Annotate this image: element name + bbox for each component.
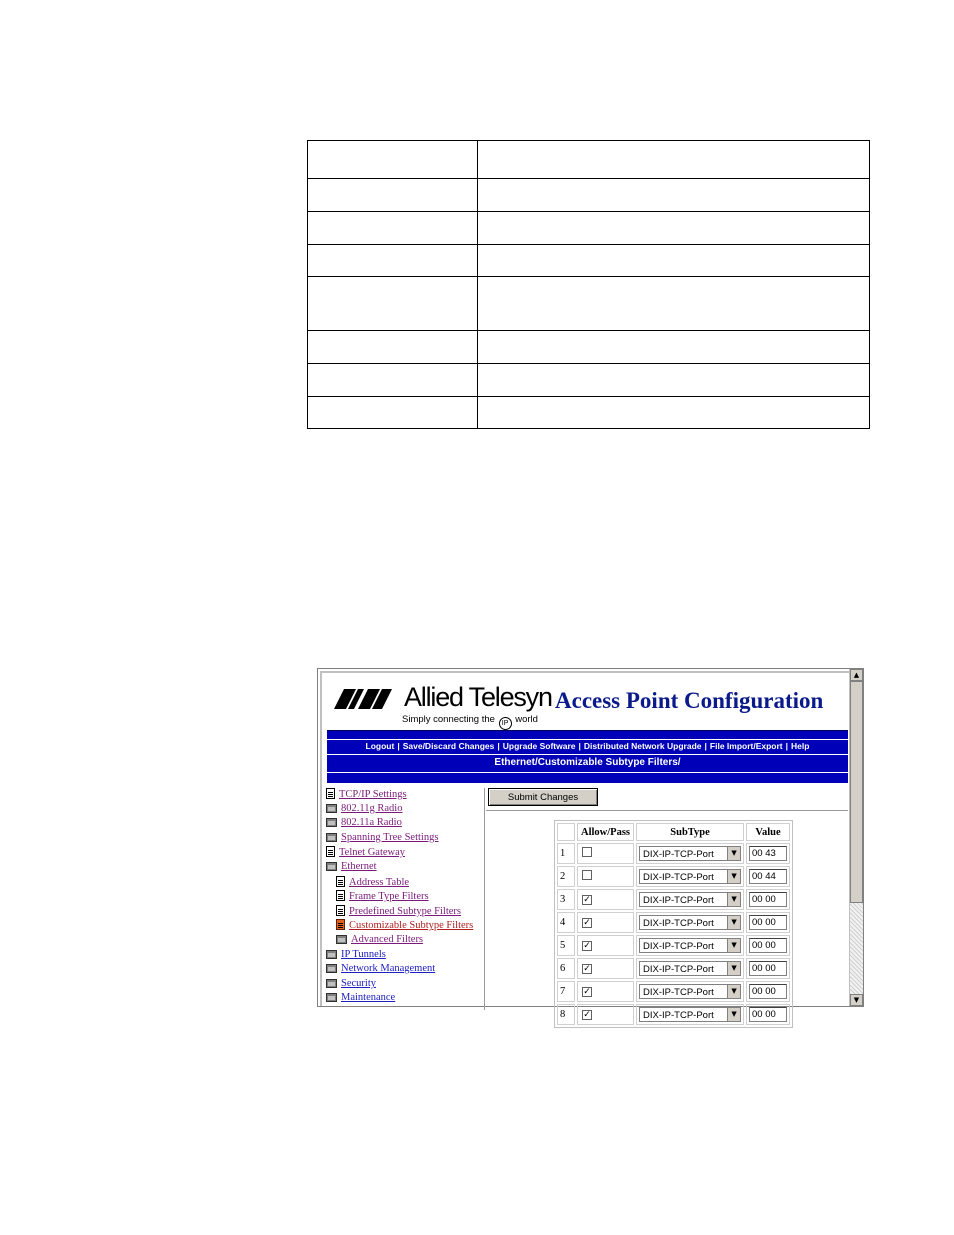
table-header-row — [557, 823, 790, 841]
subtype-cell — [636, 935, 744, 956]
subtype-value: DIX-IP-TCP-Port — [643, 895, 714, 906]
table-row — [557, 866, 790, 887]
table-row — [557, 843, 790, 864]
allow-checkbox[interactable]: ✓ — [583, 987, 591, 997]
row-number: 4 — [557, 912, 575, 933]
folder-icon — [326, 964, 337, 973]
allow-checkbox[interactable]: ✓ — [583, 895, 591, 905]
sidebar-item[interactable] — [326, 963, 435, 977]
sidebar-tree — [326, 788, 485, 1010]
subtype-select[interactable] — [639, 915, 741, 930]
nav-link[interactable]: Distributed Network Upgrade — [583, 741, 702, 751]
allow-cell — [577, 958, 634, 979]
sidebar-item[interactable] — [326, 803, 402, 817]
sidebar-link[interactable]: IP Tunnels — [341, 948, 386, 960]
chevron-down-icon[interactable]: ▼ — [727, 916, 740, 929]
filter-table-body — [557, 843, 790, 1025]
chevron-down-icon[interactable]: ▼ — [727, 1008, 740, 1021]
nav-link[interactable]: Logout — [365, 741, 395, 751]
folder-icon — [326, 804, 337, 813]
chevron-down-icon[interactable]: ▼ — [727, 939, 740, 952]
sidebar-link[interactable]: 802.11a Radio — [341, 817, 402, 829]
chevron-down-icon[interactable]: ▼ — [727, 985, 740, 998]
row-number: 2 — [557, 866, 575, 887]
brand-tagline — [402, 714, 538, 730]
subtype-select[interactable] — [639, 892, 741, 907]
chevron-down-icon[interactable]: ▼ — [727, 847, 740, 860]
value-cell — [746, 1004, 790, 1025]
folder-icon — [326, 950, 337, 959]
subtype-cell — [636, 958, 744, 979]
sidebar-item[interactable] — [326, 992, 395, 1006]
value-cell — [746, 958, 790, 979]
document-table — [307, 140, 870, 429]
sidebar-item[interactable] — [336, 890, 429, 904]
table-row — [308, 179, 870, 212]
column-header-allow: Allow/Pass — [577, 823, 634, 841]
allow-cell — [577, 912, 634, 933]
value-cell — [746, 843, 790, 864]
subtype-select[interactable] — [639, 869, 741, 884]
subtype-value: DIX-IP-TCP-Port — [643, 964, 714, 975]
chevron-down-icon[interactable]: ▼ — [727, 962, 740, 975]
sidebar-link[interactable]: Ethernet — [341, 861, 377, 872]
subtype-value: DIX-IP-TCP-Port — [643, 987, 714, 998]
subtype-cell — [636, 889, 744, 910]
nav-separator: | — [578, 741, 581, 751]
document-icon — [326, 846, 335, 857]
row-number: 8 — [557, 1004, 575, 1025]
sidebar-link[interactable]: 802.11g Radio — [341, 802, 403, 814]
subtype-value: DIX-IP-TCP-Port — [643, 849, 714, 860]
sidebar-item[interactable] — [326, 817, 402, 831]
folder-icon — [326, 818, 337, 827]
document-icon — [336, 919, 345, 930]
sidebar-link[interactable]: Maintenance — [341, 992, 396, 1004]
value-cell — [746, 981, 790, 1002]
allow-checkbox[interactable]: ✓ — [583, 918, 591, 928]
sidebar-link[interactable]: Customizable Subtype Filters — [349, 920, 474, 932]
table-row — [557, 889, 790, 910]
top-nav — [327, 741, 848, 751]
value-input[interactable]: 00 00 — [749, 984, 787, 999]
brand-name: Allied Telesyn — [404, 682, 552, 712]
nav-separator: | — [497, 741, 500, 751]
vertical-scrollbar[interactable] — [849, 669, 863, 1006]
row-number: 6 — [557, 958, 575, 979]
chevron-down-icon[interactable]: ▼ — [727, 893, 740, 906]
sidebar-link[interactable]: Network Management — [341, 963, 436, 975]
allow-checkbox[interactable] — [582, 870, 592, 880]
sidebar-link[interactable]: Security — [341, 977, 376, 989]
allow-cell — [577, 889, 634, 910]
table-row — [557, 958, 790, 979]
divider — [327, 772, 848, 773]
sidebar-link[interactable]: Frame Type Filters — [349, 891, 429, 903]
sidebar-link[interactable]: TCP/IP Settings — [339, 789, 407, 800]
ip-circle-icon: IP — [499, 717, 512, 730]
folder-icon — [326, 833, 337, 842]
scroll-down-icon[interactable]: ▼ — [850, 994, 863, 1006]
table-row — [557, 912, 790, 933]
document-icon — [336, 905, 345, 916]
subtype-select[interactable] — [639, 1007, 741, 1022]
sidebar-item[interactable] — [336, 876, 409, 890]
divider — [486, 810, 848, 811]
allow-checkbox[interactable]: ✓ — [583, 1010, 591, 1020]
tagline-text-end: world — [515, 714, 538, 725]
allow-cell — [577, 935, 634, 956]
column-header-num — [557, 823, 575, 841]
table-row — [308, 364, 870, 397]
subtype-select[interactable] — [639, 938, 741, 953]
subtype-select[interactable] — [639, 984, 741, 999]
row-number: 5 — [557, 935, 575, 956]
document-icon — [336, 890, 345, 901]
nav-link[interactable]: Help — [791, 741, 810, 751]
sidebar-link[interactable]: Predefined Subtype Filters — [349, 905, 461, 917]
browser-screenshot — [317, 668, 864, 1021]
table-row — [308, 212, 870, 245]
sidebar-link[interactable]: Spanning Tree Settings — [341, 831, 439, 843]
subtype-cell — [636, 981, 744, 1002]
column-header-subtype: SubType — [636, 823, 744, 841]
sidebar-item[interactable] — [326, 832, 438, 846]
page-viewport — [320, 671, 849, 1021]
subtype-cell — [636, 843, 744, 864]
document-icon — [326, 788, 335, 799]
value-cell — [746, 889, 790, 910]
nav-banner — [327, 730, 848, 783]
table-row — [308, 331, 870, 364]
value-cell — [746, 866, 790, 887]
sidebar-item[interactable] — [336, 905, 461, 919]
folder-icon — [326, 979, 337, 988]
table-row — [308, 141, 870, 179]
subtype-cell — [636, 1004, 744, 1025]
table-row — [557, 1004, 790, 1025]
sidebar-link[interactable]: Address Table — [349, 876, 410, 888]
open-folder-icon — [326, 862, 337, 871]
subtype-value: DIX-IP-TCP-Port — [643, 941, 714, 952]
allied-telesyn-logo-icon — [334, 689, 392, 709]
value-cell — [746, 912, 790, 933]
nav-separator: | — [397, 741, 400, 751]
subtype-value: DIX-IP-TCP-Port — [643, 1010, 714, 1021]
allow-cell — [577, 1004, 634, 1025]
tagline-text: Simply connecting the — [402, 714, 495, 725]
subtype-value: DIX-IP-TCP-Port — [643, 918, 714, 929]
submit-changes-button[interactable]: Submit Changes — [488, 788, 598, 806]
sidebar-link[interactable]: Advanced Filters — [351, 934, 424, 945]
value-input[interactable]: 00 00 — [749, 1007, 787, 1022]
subtype-cell — [636, 866, 744, 887]
table-row — [308, 277, 870, 331]
row-number: 1 — [557, 843, 575, 864]
nav-separator: | — [704, 741, 707, 751]
allow-checkbox[interactable]: ✓ — [583, 941, 591, 951]
subtype-select[interactable] — [639, 961, 741, 976]
value-input[interactable]: 00 00 — [749, 938, 787, 953]
scroll-track[interactable] — [850, 903, 863, 994]
table-row — [557, 981, 790, 1002]
filter-table — [554, 820, 793, 1028]
subtype-cell — [636, 912, 744, 933]
value-input[interactable]: 00 44 — [749, 869, 787, 884]
subtype-select[interactable] — [639, 846, 741, 861]
value-input[interactable]: 00 00 — [749, 892, 787, 907]
section-heading: Ethernet/Customizable Subtype Filters/ — [494, 757, 681, 768]
value-input[interactable]: 00 00 — [749, 915, 787, 930]
value-input[interactable]: 00 00 — [749, 961, 787, 976]
row-number: 7 — [557, 981, 575, 1002]
sidebar-item[interactable] — [336, 934, 423, 948]
allow-cell — [577, 866, 634, 887]
scroll-up-icon[interactable]: ▲ — [850, 669, 863, 681]
chevron-down-icon[interactable]: ▼ — [727, 870, 740, 883]
sidebar-item[interactable] — [326, 949, 386, 963]
page-title: Access Point Configuration — [555, 688, 824, 713]
value-input[interactable]: 00 43 — [749, 846, 787, 861]
nav-link[interactable]: Save/Discard Changes — [402, 741, 495, 751]
subtype-value: DIX-IP-TCP-Port — [643, 872, 714, 883]
row-number: 3 — [557, 889, 575, 910]
sidebar-item[interactable] — [326, 861, 377, 875]
scroll-thumb[interactable] — [850, 681, 863, 903]
allow-cell — [577, 981, 634, 1002]
sidebar-link[interactable]: Telnet Gateway — [339, 847, 406, 859]
folder-icon — [326, 993, 337, 1002]
table-row — [308, 397, 870, 429]
table-row — [557, 935, 790, 956]
divider — [327, 739, 848, 740]
table-row — [308, 245, 870, 277]
column-header-value: Value — [746, 823, 790, 841]
divider — [327, 754, 848, 755]
allow-checkbox[interactable] — [582, 847, 592, 857]
sidebar-item[interactable] — [326, 788, 407, 802]
document-icon — [336, 876, 345, 887]
nav-link[interactable]: File Import/Export — [709, 741, 783, 751]
folder-icon — [336, 935, 347, 944]
nav-separator: | — [785, 741, 789, 751]
sidebar-item[interactable] — [326, 978, 376, 992]
allow-checkbox[interactable]: ✓ — [583, 964, 591, 974]
value-cell — [746, 935, 790, 956]
allow-cell — [577, 843, 634, 864]
nav-link[interactable]: Upgrade Software — [502, 741, 576, 751]
sidebar-item[interactable] — [326, 846, 405, 860]
sidebar-item[interactable] — [336, 919, 473, 933]
